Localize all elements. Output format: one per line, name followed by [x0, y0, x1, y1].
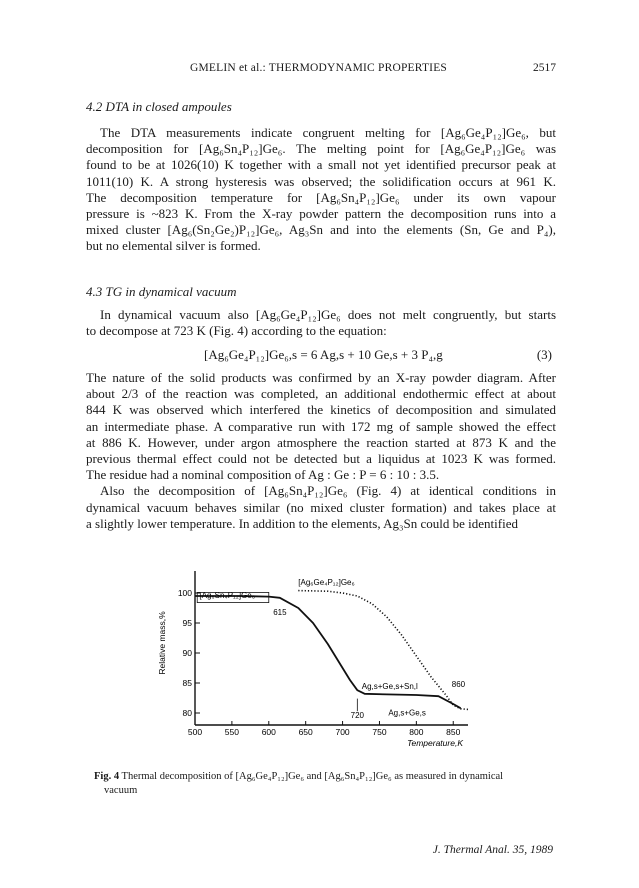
- page-number: 2517: [533, 62, 556, 74]
- section-title-4-3: 4.3 TG in dynamical vacuum: [86, 284, 237, 299]
- x-tick-label: 500: [187, 727, 203, 737]
- text-line: 844 K was observed which interfered the kinetics of decomposition and simulated: [86, 402, 556, 418]
- text-line: previous thermal effect could not be detected but a liquidus at 1023 K was formed.: [86, 450, 556, 466]
- x-tick-label: 650: [298, 727, 313, 737]
- text-line: dynamical vacuum behaves similar (no mixed cluster formation) and takes place at: [86, 499, 556, 515]
- section-4-3-intro: [86, 307, 556, 339]
- caption-text-2: vacuum: [104, 785, 138, 796]
- annotation-sn-curve: [Ag₆Sn₄P₁₂]Ge₆: [199, 590, 255, 600]
- x-tick-label: 600: [261, 727, 276, 737]
- running-head: GMELIN et al.: THERMODYNAMIC PROPERTIES: [190, 62, 448, 74]
- text-line: In dynamical vacuum also [Ag₆Ge₄P₁₂]Ge₆ does not melt congruently, but starts: [100, 307, 556, 322]
- text-line: found to be at 1026(10) K together with a small not yet identified precursor peak at: [86, 157, 556, 173]
- text-line: mixed cluster [Ag₆(Sn₂Ge₂)P₁₂]Ge₆, Ag₃Sn and into the elements (Sn, Ge and P₄),: [86, 222, 556, 238]
- text-line: Also the decomposition of [Ag₆Sn₄P₁₂]Ge₆ (Fig. 4) at identical conditions in: [100, 483, 556, 499]
- text-line: about 2/3 of the reaction was completed, an additional endothermic effect at about: [86, 386, 556, 402]
- y-tick-label: 90: [182, 648, 192, 658]
- y-tick-label: 85: [182, 678, 192, 688]
- figure-4: [150, 567, 480, 757]
- annotation-onset-ge: 720: [350, 710, 365, 720]
- x-tick-label: 700: [335, 727, 350, 737]
- y-tick-label: 80: [182, 708, 192, 718]
- figure-caption: [94, 770, 564, 798]
- text-line: The DTA measurements indicate congruent melting for [Ag₆Ge₄P₁₂]Ge₆, but: [100, 125, 556, 140]
- x-axis-label: Temperature,K: [407, 738, 463, 748]
- x-tick-label: 850: [446, 727, 461, 737]
- journal-citation: J. Thermal Anal. 35, 1989: [432, 844, 553, 856]
- y-tick-label: 95: [182, 618, 192, 628]
- tg-chart: [150, 567, 480, 757]
- annotation-product-sn: Ag,s+Ge,s+Sn,l: [361, 682, 418, 691]
- text-line: 1011(10) K. A strong hysteresis was observed; the solidification occurs at 961 K.: [86, 173, 556, 189]
- section-4-2-paragraph: [86, 125, 556, 255]
- equation-body: [Ag₆Ge₄P₁₂]Ge₆,s = 6 Ag,s + 10 Ge,s + 3 P₄,g: [204, 347, 443, 362]
- x-tick-label: 800: [409, 727, 424, 737]
- x-tick-label: 750: [372, 727, 387, 737]
- y-axis-label: Relative mass,%: [157, 611, 167, 675]
- text-line: but no elemental silver is formed.: [86, 238, 261, 254]
- annotation-onset-sn: 615: [273, 608, 287, 618]
- caption-label: Fig. 4: [94, 771, 120, 782]
- equation-number: (3): [536, 347, 552, 362]
- annotation-ge-curve: [Ag₆Ge₄P₁₂]Ge₆: [298, 578, 355, 588]
- caption-text: Thermal decomposition of [Ag₆Ge₄P₁₂]Ge₆ and [Ag₆Sn₄P₁₂]Ge₆ as measured in dynamical: [121, 771, 504, 782]
- text-line: decomposition for [Ag₆Sn₄P₁₂]Ge₆. The melting point for [Ag₆Ge₄P₁₂]Ge₆ was: [86, 141, 556, 157]
- text-line: pressure is ~823 K. From the X-ray powder pattern the decomposition runs into a: [86, 205, 556, 221]
- page-header: [86, 62, 556, 78]
- text-line: a slightly lower temperature. In addition to the elements, Ag₃Sn could be identified: [86, 515, 518, 531]
- equation-3: [86, 347, 556, 363]
- series-line-1: [298, 591, 468, 710]
- text-line: The nature of the solid products was confirmed by an X-ray powder diagram. After: [86, 370, 556, 385]
- x-tick-label: 550: [224, 727, 239, 737]
- y-tick-label: 100: [177, 588, 192, 598]
- series-line-0: [195, 596, 461, 708]
- text-line: The residue had a nominal composition of Ag : Ge : P = 6 : 10 : 3.5.: [86, 467, 440, 483]
- text-line: to decompose at 723 K (Fig. 4) according to the equation:: [86, 323, 387, 339]
- annotation-product-ge: Ag,s+Ge,s: [388, 708, 426, 718]
- text-line: an intermediate phase. A comparative run with 172 mg of sample showed the effect: [86, 418, 556, 434]
- section-title-4-2: 4.2 DTA in closed ampoules: [86, 99, 232, 114]
- annotation-end-ge: 860: [451, 680, 466, 690]
- text-line: at 886 K. However, under argon atmosphere the reaction started at 873 K and the: [86, 434, 556, 450]
- section-4-3-body: [86, 370, 556, 532]
- text-line: The decomposition temperature for [Ag₆Sn₄P₁₂]Ge₆ under its own vapour: [86, 189, 556, 205]
